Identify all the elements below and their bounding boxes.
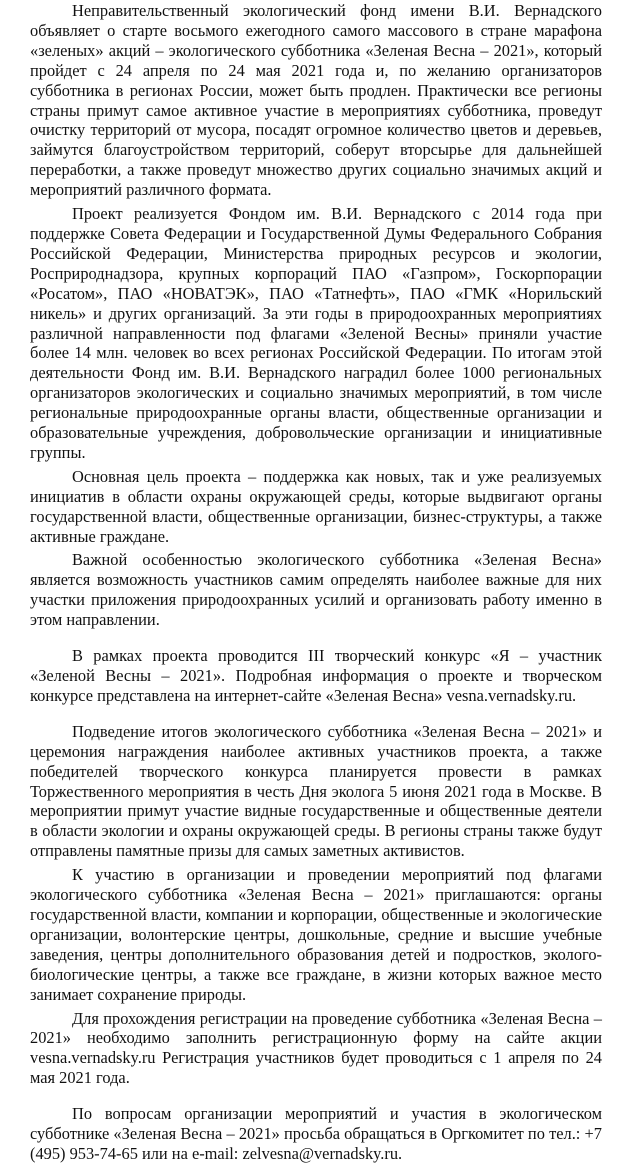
paragraph-invitation: К участию в организации и проведении мероприятий под флагами экологического субботника «Зеленая Весна – 2021» приглашаются: органы государственной власти, компании и корпорации, общественные и экологические организации, волонтерские центры, дошкольные, средние и высшие учебные заведения, центры дополнительного образования детей и подростков, эколого-биологические центры, а также все граждане, в жизни которых важное место занимает сохранение природы. — [30, 865, 602, 1004]
paragraph-announcement: Неправительственный экологический фонд имени В.И. Вернадского объявляет о старте восьмого ежегодного самого массового в стране марафона «зеленых» акций – экологического субботника «Зеленая Весна – 2021», который пройдет с 24 апреля по 24 мая 2021 года и, по желанию организаторов субботника в регионах России, может быть продлен. Практически все регионы страны примут самое активное участие в мероприятиях субботника, проведут очистку территорий от мусора, посадят огромное количество цветов и деревьев, займутся благоустройством территорий, соберут вторсырье для дальнейшей переработки, а также проведут множество других социально значимых акций и мероприятий различного формата. — [30, 1, 602, 200]
paragraph-contacts: По вопросам организации мероприятий и участия в экологическом субботнике «Зеленая Весна – 2021» просьба обращаться в Оргкомитет по тел.: +7 (495) 953-74-65 или на e-mail: zelvesna@vernadsky.ru. — [30, 1104, 602, 1163]
paragraph-feature: Важной особенностью экологического субботника «Зеленая Весна» является возможность участников самим определять наиболее важные для них участки приложения природоохранных усилий и организовать работу именно в этом направлении. — [30, 550, 602, 630]
paragraph-project-history: Проект реализуется Фондом им. В.И. Вернадского с 2014 года при поддержке Совета Федерации и Государственной Думы Федерального Собрания Российской Федерации, Министерства природных ресурсов и экологии, Росприроднадзора, крупных корпораций ПАО «Газпром», Госкорпорации «Росатом», ПАО «НОВАТЭК», ПАО «Татнефть», ПАО «ГМК «Норильский никель» и других организаций. За эти годы в природоохранных мероприятиях различной направленности под флагами «Зеленой Весны» приняли участие более 14 млн. человек во всех регионах Российской Федерации. По итогам этой деятельности Фонд им. В.И. Вернадского наградил более 1000 региональных организаторов экологических и социально значимых мероприятий, в том числе региональные природоохранные органы власти, общественные организации и образовательные учреждения, добровольческие организации и инициативные группы. — [30, 204, 602, 462]
paragraph-results-ceremony: Подведение итогов экологического субботника «Зеленая Весна – 2021» и церемония награждения наиболее активных участников проекта, а также победителей творческого конкурса планируется провести в рамках Торжественного мероприятия в честь Дня эколога 5 июня 2021 года в Москве. В мероприятии примут участие видные государственные и общественные деятели в области экологии и охраны окружающей среды. В регионы страны также будут отправлены памятные призы для самых заметных активистов. — [30, 721, 602, 861]
paragraph-main-goal: Основная цель проекта – поддержка как новых, так и уже реализуемых инициатив в области охраны окружающей среды, которые выдвигают органы государственной власти, общественные организации, бизнес-структуры, а также активные граждане. — [30, 466, 602, 546]
paragraph-contest: В рамках проекта проводится III творческий конкурс «Я – участник «Зеленой Весны – 2021». Подробная информация о проекте и творческом конкурсе представлена на интернет-сайте «Зеленая Весна» vesna.vernadsky.ru. — [30, 646, 602, 705]
paragraph-registration: Для прохождения регистрации на проведение субботника «Зеленая Весна – 2021» необходимо заполнить регистрационную форму на сайте акции vesna.vernadsky.ru Регистрация участников будет проводиться с 1 апреля по 24 мая 2021 года. — [30, 1008, 602, 1088]
